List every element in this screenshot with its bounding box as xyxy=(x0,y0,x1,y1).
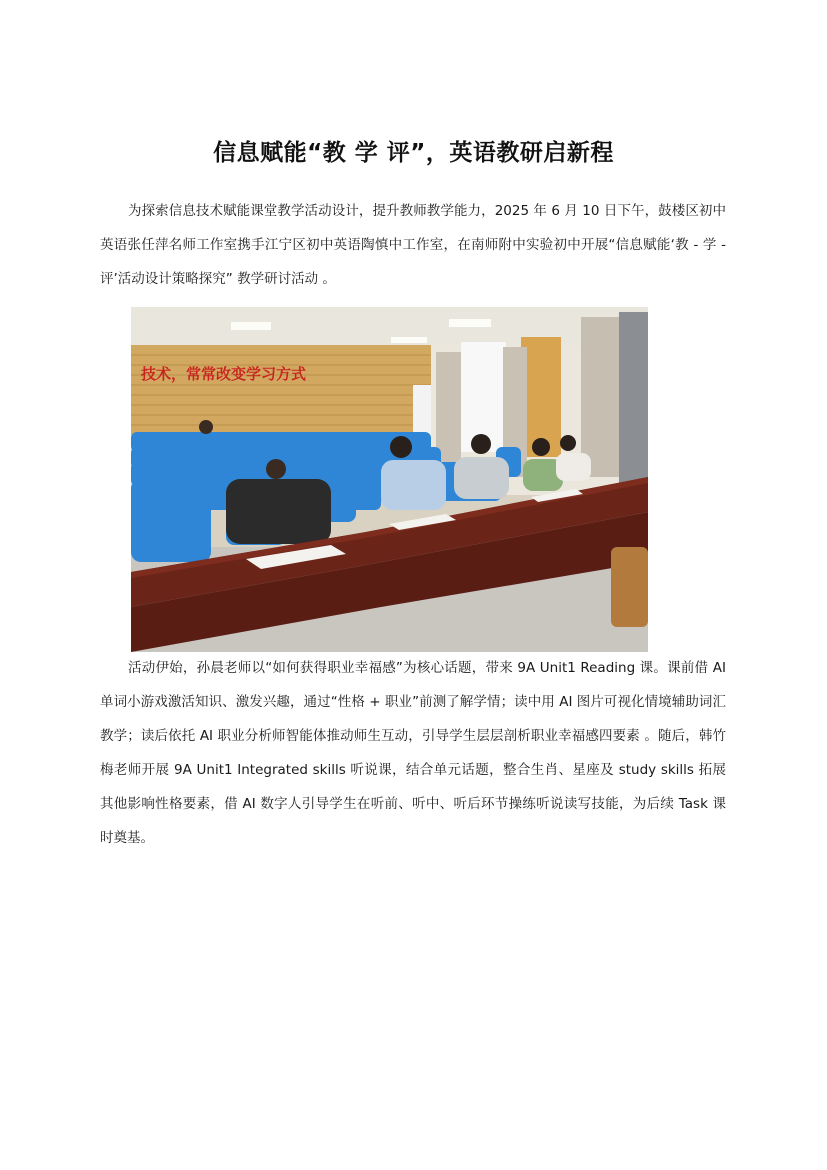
article-title: 信息赋能“教 学 评”，英语教研启新程 xyxy=(213,140,614,166)
banner-text: 技术，常常改变学习方式 xyxy=(141,365,307,383)
paragraph-activity: 活动伊始，孙晨老师以“如何获得职业幸福感”为核心话题，带来 9A Unit1 Reading 课。课前借 AI 单词小游戏激活知识、激发兴趣，通过“性格 + 职业”前测了解学情；读中用 AI 图片可视化情境辅助词汇教学；读后依托 AI 职业分析师智能体推动师生互动，引导学生层层剖析职业幸福感四要素 。随后，韩竹梅老师开展 9A Unit1 Integrated skills 听说课，结合单元话题，整合生肖、星座及 study skills 拓展其他影响性格要素，借 AI 数字人引导学生在听前、听中、听后环节操练听说读写技能，为后续 Task 课时奠基。 xyxy=(100,660,726,846)
meeting-photo xyxy=(131,307,648,652)
paragraph-intro: 为探索信息技术赋能课堂教学活动设计，提升教师教学能力，2025 年 6 月 10 日下午，鼓楼区初中英语张任萍名师工作室携手江宁区初中英语陶慎中工作室，在南师附中实验初中开展“信息赋能‘教 - 学 - 评’活动设计策略探究” 教学研讨活动 。 xyxy=(100,203,726,287)
